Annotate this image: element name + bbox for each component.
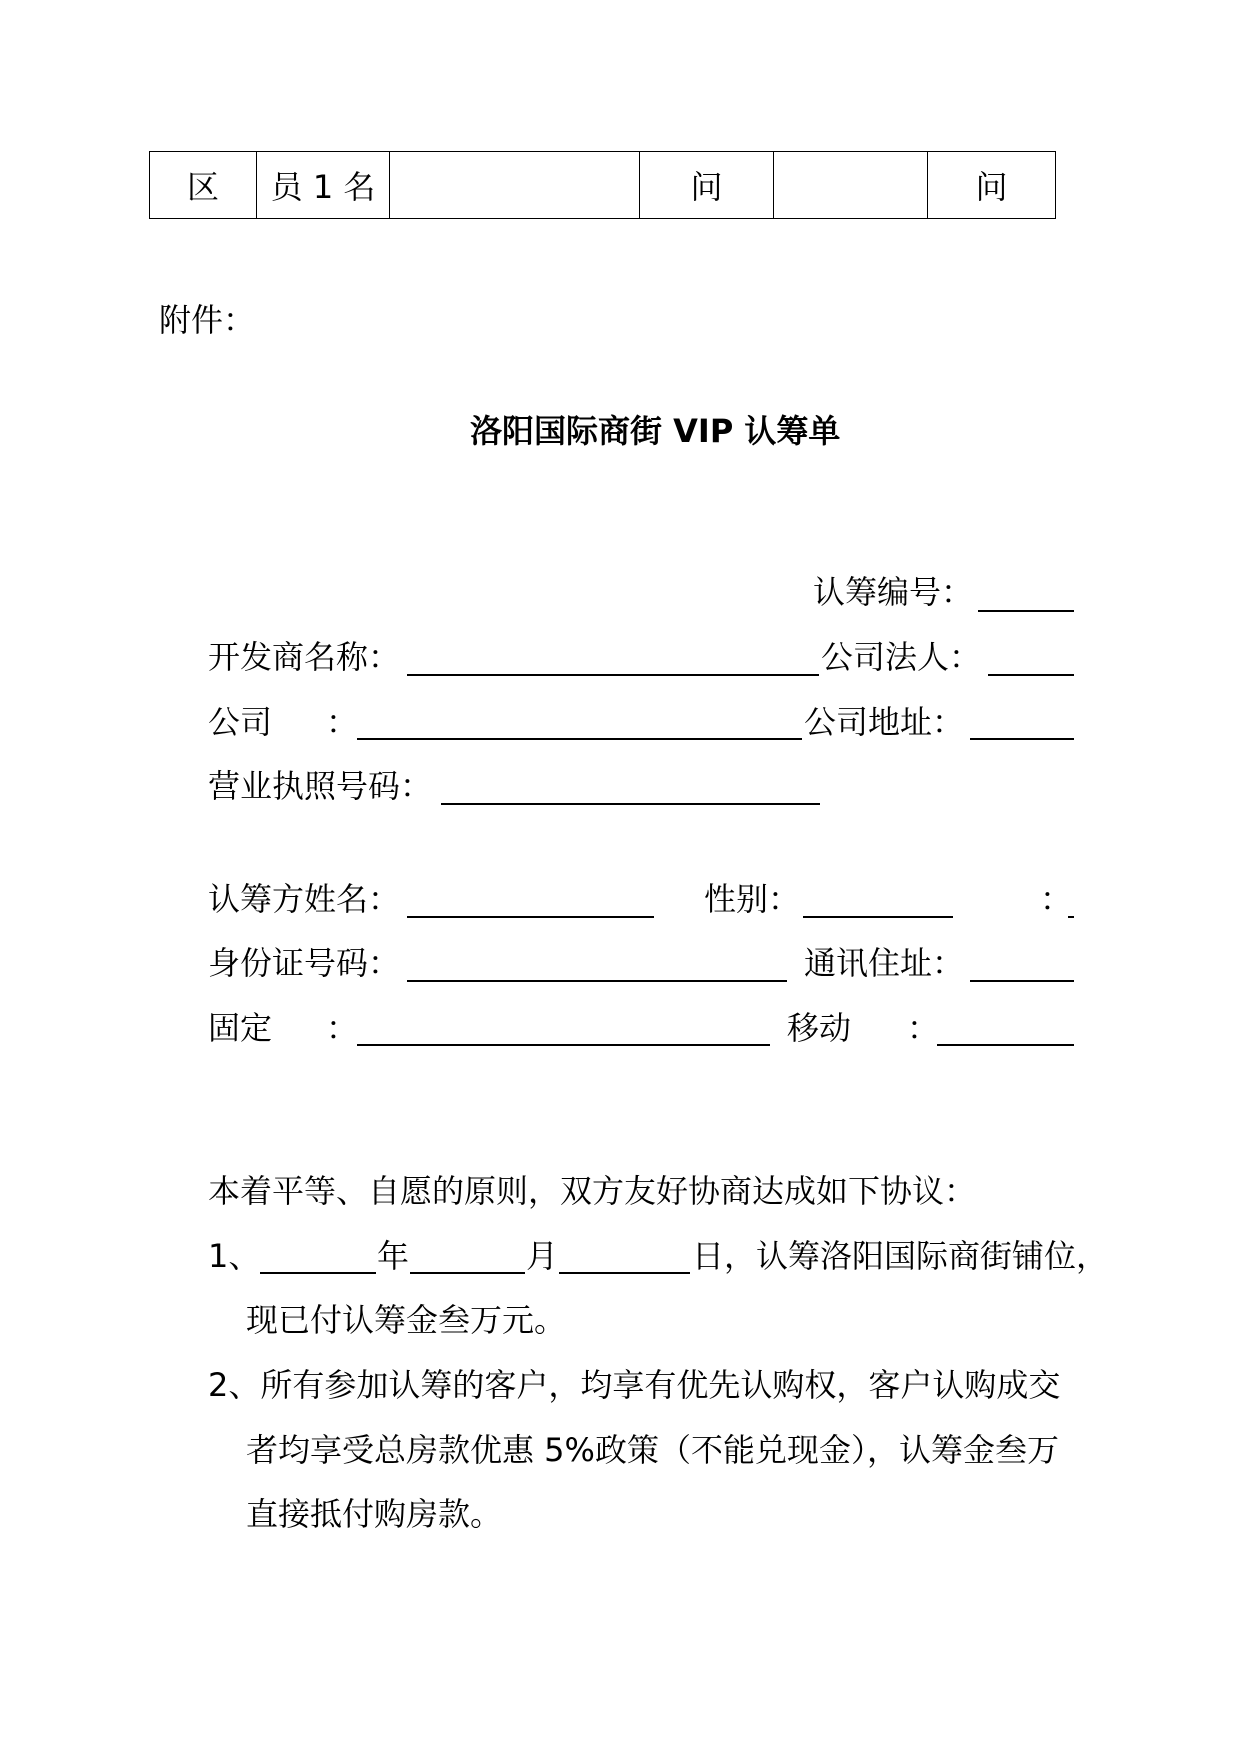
- month-line[interactable]: [410, 1272, 525, 1274]
- item2-line3: 直接抵付购房款。: [246, 1495, 503, 1533]
- mobile-label: 移动: [787, 1009, 852, 1047]
- item1-rest: 日，认筹洛阳国际商街铺位，: [692, 1237, 1109, 1275]
- form-title: 洛阳国际商街 VIP 认筹单: [470, 412, 841, 450]
- header-table: [149, 151, 1056, 219]
- developer-name-label: 开发商名称：: [208, 638, 401, 676]
- attachment-label: 附件：: [159, 301, 256, 339]
- mobile-line[interactable]: [937, 1044, 1074, 1046]
- agreement-intro: 本着平等、自愿的原则，双方友好协商达成如下协议：: [208, 1172, 977, 1210]
- address-label: 通讯住址：: [804, 944, 965, 982]
- table-cell: 员 1 名: [257, 152, 390, 219]
- table-cell: 区: [150, 152, 257, 219]
- item2-line1: 2、所有参加认筹的客户，均享有优先认购权，客户认购成交: [208, 1366, 1061, 1404]
- legal-person-line[interactable]: [988, 674, 1074, 676]
- developer-name-line[interactable]: [407, 674, 819, 676]
- extra-short-line[interactable]: [1068, 916, 1074, 918]
- id-line[interactable]: [407, 980, 787, 982]
- table-cell: [774, 152, 928, 219]
- company-address-line[interactable]: [970, 738, 1074, 740]
- year-line[interactable]: [260, 1272, 376, 1274]
- item1-prefix: 1、: [208, 1237, 261, 1275]
- table-row: [150, 152, 1056, 219]
- id-label: 身份证号码：: [208, 944, 401, 982]
- address-line[interactable]: [970, 980, 1074, 982]
- colon: ：: [326, 703, 359, 741]
- code-blank-line[interactable]: [978, 610, 1074, 612]
- company-label: 公司: [208, 703, 273, 741]
- item2-line2: 者均享受总房款优惠 5%政策（不能兑现金），认筹金叁万: [246, 1431, 1059, 1469]
- legal-person-label: 公司法人：: [821, 638, 982, 676]
- gender-line[interactable]: [803, 916, 953, 918]
- colon: ：: [907, 1009, 940, 1047]
- table-cell: 问: [640, 152, 774, 219]
- fixed-label: 固定: [208, 1009, 273, 1047]
- day-line[interactable]: [559, 1272, 690, 1274]
- month-label: 月: [526, 1237, 559, 1275]
- table-cell: 问: [928, 152, 1056, 219]
- company-address-label: 公司地址：: [804, 703, 965, 741]
- year-label: 年: [377, 1237, 410, 1275]
- subscriber-name-label: 认筹方姓名：: [208, 880, 401, 918]
- subscriber-name-line[interactable]: [407, 916, 654, 918]
- item1-line2: 现已付认筹金叁万元。: [246, 1301, 567, 1339]
- fixed-line[interactable]: [357, 1044, 770, 1046]
- license-label: 营业执照号码：: [208, 767, 433, 805]
- gender-label: 性别：: [704, 880, 801, 918]
- license-line[interactable]: [441, 803, 820, 805]
- code-label: 认筹编号：: [813, 573, 974, 611]
- colon: ：: [326, 1009, 359, 1047]
- company-line[interactable]: [357, 738, 802, 740]
- table-cell: [390, 152, 640, 219]
- colon: ：: [1040, 880, 1073, 918]
